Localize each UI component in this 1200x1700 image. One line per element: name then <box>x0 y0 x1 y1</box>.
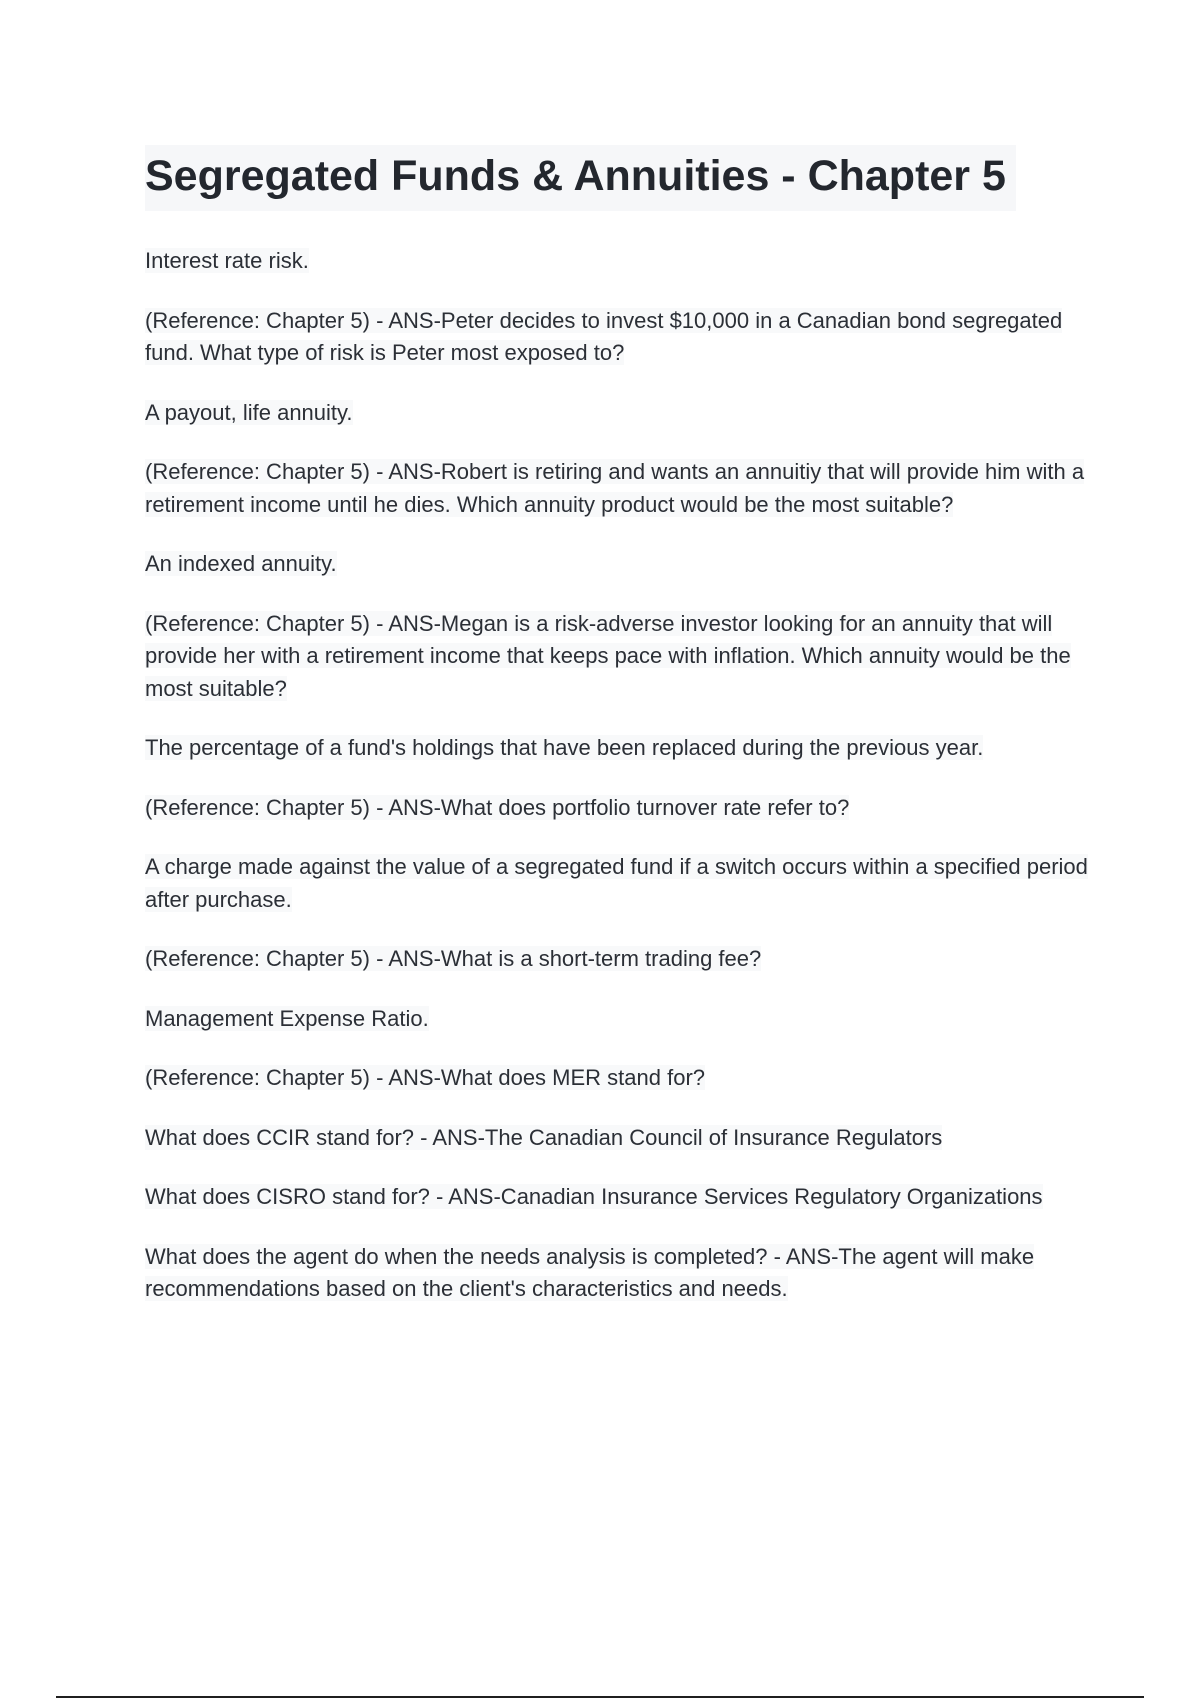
question-text: (Reference: Chapter 5) - ANS-Robert is retiring and wants an annuitiy that will provide him with a retirement income until he dies. Which annuity product would be the most suitable? <box>145 459 1085 517</box>
document-content <box>145 145 1090 1333</box>
question-text: (Reference: Chapter 5) - ANS-What does portfolio turnover rate refer to? <box>145 794 850 820</box>
question-text: (Reference: Chapter 5) - ANS-Peter decides to invest $10,000 in a Canadian bond segregated fund. What type of risk is Peter most exposed to? <box>145 307 1063 365</box>
page-title: Segregated Funds & Annuities - Chapter 5 <box>145 145 1016 211</box>
qa-text: What does CCIR stand for? - ANS-The Canadian Council of Insurance Regulators <box>145 1124 943 1150</box>
answer-text: Management Expense Ratio. <box>145 1005 429 1031</box>
answer-text: A charge made against the value of a segregated fund if a switch occurs within a specified period after purchase. <box>145 854 1088 912</box>
answer-text: A payout, life annuity. <box>145 399 353 425</box>
answer-text: Interest rate risk. <box>145 248 309 273</box>
question-text: (Reference: Chapter 5) - ANS-Megan is a risk-adverse investor looking for an annuity that will provide her with a retirement income that keeps pace with inflation. Which annuity would be the most suitable? <box>145 610 1071 701</box>
qa-text: What does CISRO stand for? - ANS-Canadian Insurance Services Regulatory Organizations <box>145 1184 1043 1209</box>
question-text: (Reference: Chapter 5) - ANS-What does MER stand for? <box>145 1065 706 1090</box>
flashcard-list <box>145 245 1090 1306</box>
qa-text: What does the agent do when the needs analysis is completed? - ANS-The agent will make recommendations based on the client's characteristics and needs. <box>145 1243 1035 1301</box>
question-text: (Reference: Chapter 5) - ANS-What is a short-term trading fee? <box>145 946 762 971</box>
answer-text: The percentage of a fund's holdings that have been replaced during the previous year. <box>145 735 984 760</box>
footer-divider <box>56 1696 1144 1698</box>
answer-text: An indexed annuity. <box>145 551 337 576</box>
